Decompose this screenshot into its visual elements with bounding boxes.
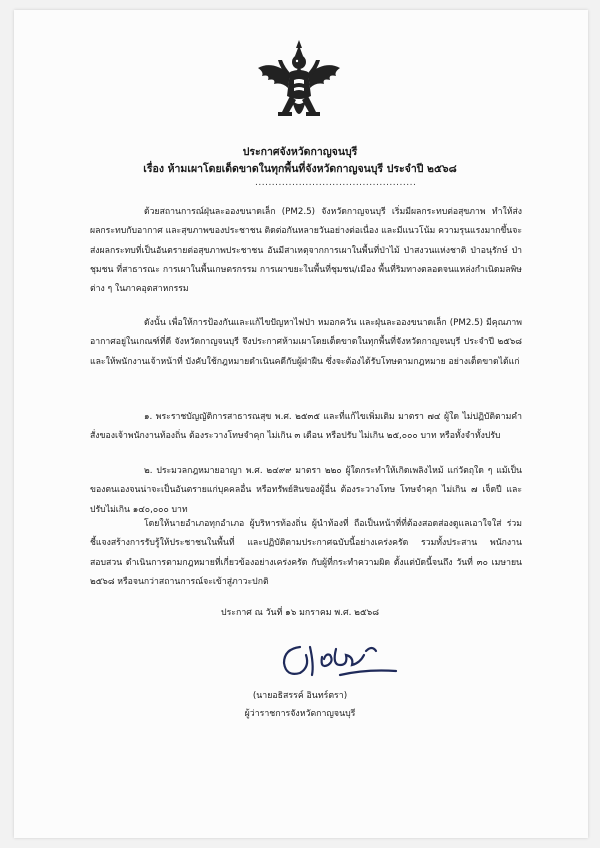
signer-name: (นายอธิสรรค์ อินทร์ตรา): [252, 691, 348, 701]
body-paragraph-1: ด้วยสถานการณ์ฝุ่นละอองขนาดเล็ก (PM2.5) จังหวัดกาญจนบุรี เริ่มมีผลกระทบต่อสุขภาพ ทำให้ส่งผลกระทบกับอากาศ และสุขภาพของประชาชน ติดต่อกันหลายวันอย่างต่อเนื่อง และมีแนวโน้ม ความรุนแรงมากขึ้นจะส่งผลกระทบที่เป็นอันตรายต่อสุขภาพประชาชน อันมีสาเหตุจากการเผาในพื้นที่ป่าไม้ ป่าสงวนแห่งชาติ ป่าอนุรักษ์ ป่าชุมชน ที่สาธารณะ การเผาในพื้นเกษตรกรรม การเผาขยะในพื้นที่ชุมชน/เมือง พื้นที่ริมทางตลอดจนแหล่งกำเนิดมลพิษต่าง ๆ ในภาคอุตสาหกรรม: [90, 207, 522, 295]
announcement-subject: เรื่อง ห้ามเผาโดยเด็ดขาดในทุกพื้นที่จังหวัดกาญจนบุรี ประจำปี ๒๕๖๘: [143, 163, 457, 175]
legal-item-1: ๑. พระราชบัญญัติการสาธารณสุข พ.ศ. ๒๕๓๕ และที่แก้ไขเพิ่มเติม มาตรา ๗๔ ผู้ใด ไม่ปฏิบัติตามคำสั่งของเจ้าพนักงานท้องถิ่น ต้องระวางโทษจำคุก ไม่เกิน ๓ เดือน หรือปรับ ไม่เกิน ๒๕,๐๐๐ บาท หรือทั้งจำทั้งปรับ: [90, 412, 522, 442]
signer-position: ผู้ว่าราชการจังหวัดกาญจนบุรี: [244, 709, 356, 719]
announcement-title: ประกาศจังหวัดกาญจนบุรี: [242, 146, 358, 158]
handwritten-signature-icon: [270, 635, 410, 685]
announce-date: ประกาศ ณ วันที่ ๑๖ มกราคม พ.ศ. ๒๕๖๘: [220, 608, 380, 618]
garuda-emblem-icon: [254, 38, 344, 130]
body-paragraph-2: ดังนั้น เพื่อให้การป้องกันและแก้ไขปัญหาไฟป่า หมอกควัน และฝุ่นละอองขนาดเล็ก (PM2.5) มีคุณภาพอากาศอยู่ในเกณฑ์ที่ดี จังหวัดกาญจนบุรี จึงประกาศห้ามเผาโดยเด็ดขาดในทุกพื้นที่จังหวัดกาญจนบุรี ประจำปี ๒๕๖๘ และให้พนักงานเจ้าหน้าที่ บังคับใช้กฎหมายดำเนินคดีกับผู้ฝ่าฝืน ซึ่งจะต้องได้รับโทษตามกฎหมาย อย่างเด็ดขาดได้แก่: [90, 318, 522, 367]
body-paragraph-3: โดยให้นายอำเภอทุกอำเภอ ผู้บริหารท้องถิ่น ผู้นำท้องที่ ถือเป็นหน้าที่ที่ต้องสอดส่องดูแลเอาใจใส่ ร่วมชี้แจงสร้างการรับรู้ให้ประชาชนในพื้นที่ และปฏิบัติตามประกาศฉบับนี้อย่างเคร่งครัด รวมทั้งประสาน พนักงานสอบสวน ดำเนินการตามกฎหมายที่เกี่ยวข้องอย่างเคร่งครัด กับผู้ที่กระทำความผิด ตั้งแต่บัดนี้จนถึง วันที่ ๓๐ เมษายน ๒๕๖๘ หรือจนกว่าสถานการณ์จะเข้าสู่ภาวะปกติ: [90, 519, 522, 587]
separator-line: ................................................: [255, 178, 417, 188]
legal-item-2: ๒. ประมวลกฎหมายอาญา พ.ศ. ๒๔๙๙ มาตรา ๒๒๐ ผู้ใดกระทำให้เกิดเพลิงไหม้ แก่วัตถุใด ๆ แม้เป็นของตนเองจนน่าจะเป็นอันตรายแก่บุคคลอื่น หรือทรัพย์สินของผู้อื่น ต้องระวางโทษ โทษจำคุก ไม่เกิน ๗ เจ็ดปี และปรับไม่เกิน ๑๔๐,๐๐๐ บาท: [90, 466, 522, 515]
